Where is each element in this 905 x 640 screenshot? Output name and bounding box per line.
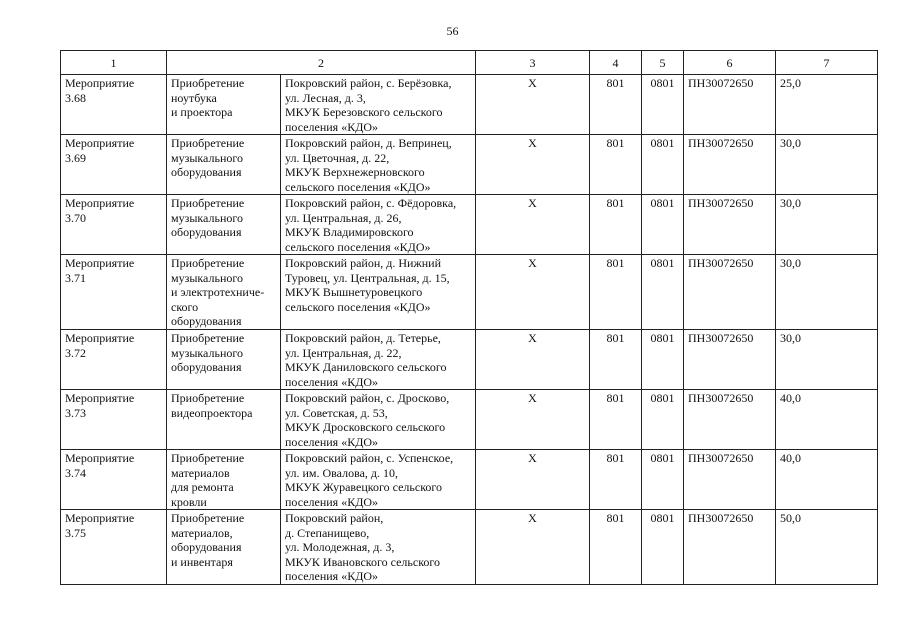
- cell-col-7: 50,0: [776, 510, 878, 585]
- header-col-5: 5: [642, 51, 684, 75]
- cell-address: Покровский район, с. Дросково, ул. Советская, д. 53, МКУК Дросковского сельского поселения «КДО»: [281, 390, 476, 450]
- table-row: [61, 255, 878, 330]
- cell-event-id: Мероприятие 3.75: [61, 510, 167, 585]
- cell-col-4: 801: [590, 390, 642, 450]
- cell-col-7: 30,0: [776, 330, 878, 390]
- cell-address: Покровский район, д. Степанищево, ул. Молодежная, д. 3, МКУК Ивановского сельского поселения «КДО»: [281, 510, 476, 585]
- cell-event-name: Приобретение музыкального и электротехниче- ского оборудования: [167, 255, 281, 330]
- cell-col-7: 25,0: [776, 75, 878, 135]
- cell-event-name: Приобретение материалов для ремонта кровли: [167, 450, 281, 510]
- cell-col-7: 30,0: [776, 135, 878, 195]
- table-row: [61, 510, 878, 585]
- cell-event-id: Мероприятие 3.68: [61, 75, 167, 135]
- cell-event-id: Мероприятие 3.71: [61, 255, 167, 330]
- cell-col-6: ПН30072650: [684, 195, 776, 255]
- cell-col-5: 0801: [642, 510, 684, 585]
- cell-col-3: Х: [476, 195, 590, 255]
- cell-col-6: ПН30072650: [684, 330, 776, 390]
- cell-col-6: ПН30072650: [684, 510, 776, 585]
- cell-col-6: ПН30072650: [684, 390, 776, 450]
- header-col-2: 2: [167, 51, 476, 75]
- cell-address: Покровский район, д. Вепринец, ул. Цветочная, д. 22, МКУК Верхнежерновского сельского поселения «КДО»: [281, 135, 476, 195]
- cell-event-id: Мероприятие 3.73: [61, 390, 167, 450]
- cell-event-id: Мероприятие 3.70: [61, 195, 167, 255]
- table-row: [61, 330, 878, 390]
- cell-col-6: ПН30072650: [684, 255, 776, 330]
- cell-event-name: Приобретение материалов, оборудования и инвентаря: [167, 510, 281, 585]
- cell-address: Покровский район, с. Фёдоровка, ул. Центральная, д. 26, МКУК Владимировского сельского поселения «КДО»: [281, 195, 476, 255]
- cell-event-name: Приобретение музыкального оборудования: [167, 195, 281, 255]
- cell-event-name: Приобретение видеопроектора: [167, 390, 281, 450]
- cell-col-5: 0801: [642, 135, 684, 195]
- cell-event-id: Мероприятие 3.72: [61, 330, 167, 390]
- header-col-3: 3: [476, 51, 590, 75]
- header-col-1: 1: [61, 51, 167, 75]
- cell-event-id: Мероприятие 3.74: [61, 450, 167, 510]
- cell-event-id: Мероприятие 3.69: [61, 135, 167, 195]
- cell-col-5: 0801: [642, 195, 684, 255]
- cell-address: Покровский район, д. Тетерье, ул. Центральная, д. 22, МКУК Даниловского сельского поселения «КДО»: [281, 330, 476, 390]
- cell-col-4: 801: [590, 510, 642, 585]
- cell-col-4: 801: [590, 195, 642, 255]
- cell-col-3: Х: [476, 330, 590, 390]
- header-row: [61, 51, 878, 75]
- cell-address: Покровский район, с. Успенское, ул. им. Овалова, д. 10, МКУК Журавецкого сельского поселения «КДО»: [281, 450, 476, 510]
- cell-col-7: 40,0: [776, 390, 878, 450]
- header-col-6: 6: [684, 51, 776, 75]
- cell-col-5: 0801: [642, 390, 684, 450]
- table-row: [61, 75, 878, 135]
- table-row: [61, 195, 878, 255]
- cell-col-4: 801: [590, 330, 642, 390]
- cell-col-6: ПН30072650: [684, 75, 776, 135]
- cell-col-3: Х: [476, 75, 590, 135]
- cell-col-5: 0801: [642, 450, 684, 510]
- cell-col-7: 30,0: [776, 255, 878, 330]
- header-col-4: 4: [590, 51, 642, 75]
- cell-col-4: 801: [590, 450, 642, 510]
- table-row: [61, 390, 878, 450]
- cell-col-3: Х: [476, 390, 590, 450]
- header-col-7: 7: [776, 51, 878, 75]
- cell-address: Покровский район, д. Нижний Туровец, ул. Центральная, д. 15, МКУК Вышнетуровецкого сельского поселения «КДО»: [281, 255, 476, 330]
- cell-address: Покровский район, с. Берёзовка, ул. Лесная, д. 3, МКУК Березовского сельского поселения «КДО»: [281, 75, 476, 135]
- cell-col-3: Х: [476, 135, 590, 195]
- cell-event-name: Приобретение ноутбука и проектора: [167, 75, 281, 135]
- table-row: [61, 450, 878, 510]
- cell-col-4: 801: [590, 255, 642, 330]
- cell-col-4: 801: [590, 75, 642, 135]
- page-number: 56: [446, 24, 459, 38]
- cell-col-7: 30,0: [776, 195, 878, 255]
- cell-event-name: Приобретение музыкального оборудования: [167, 330, 281, 390]
- cell-col-4: 801: [590, 135, 642, 195]
- cell-event-name: Приобретение музыкального оборудования: [167, 135, 281, 195]
- cell-col-3: Х: [476, 255, 590, 330]
- cell-col-3: Х: [476, 450, 590, 510]
- cell-col-3: Х: [476, 510, 590, 585]
- cell-col-5: 0801: [642, 330, 684, 390]
- cell-col-6: ПН30072650: [684, 450, 776, 510]
- cell-col-6: ПН30072650: [684, 135, 776, 195]
- budget-table: [60, 50, 878, 585]
- cell-col-7: 40,0: [776, 450, 878, 510]
- cell-col-5: 0801: [642, 255, 684, 330]
- table-row: [61, 135, 878, 195]
- cell-col-5: 0801: [642, 75, 684, 135]
